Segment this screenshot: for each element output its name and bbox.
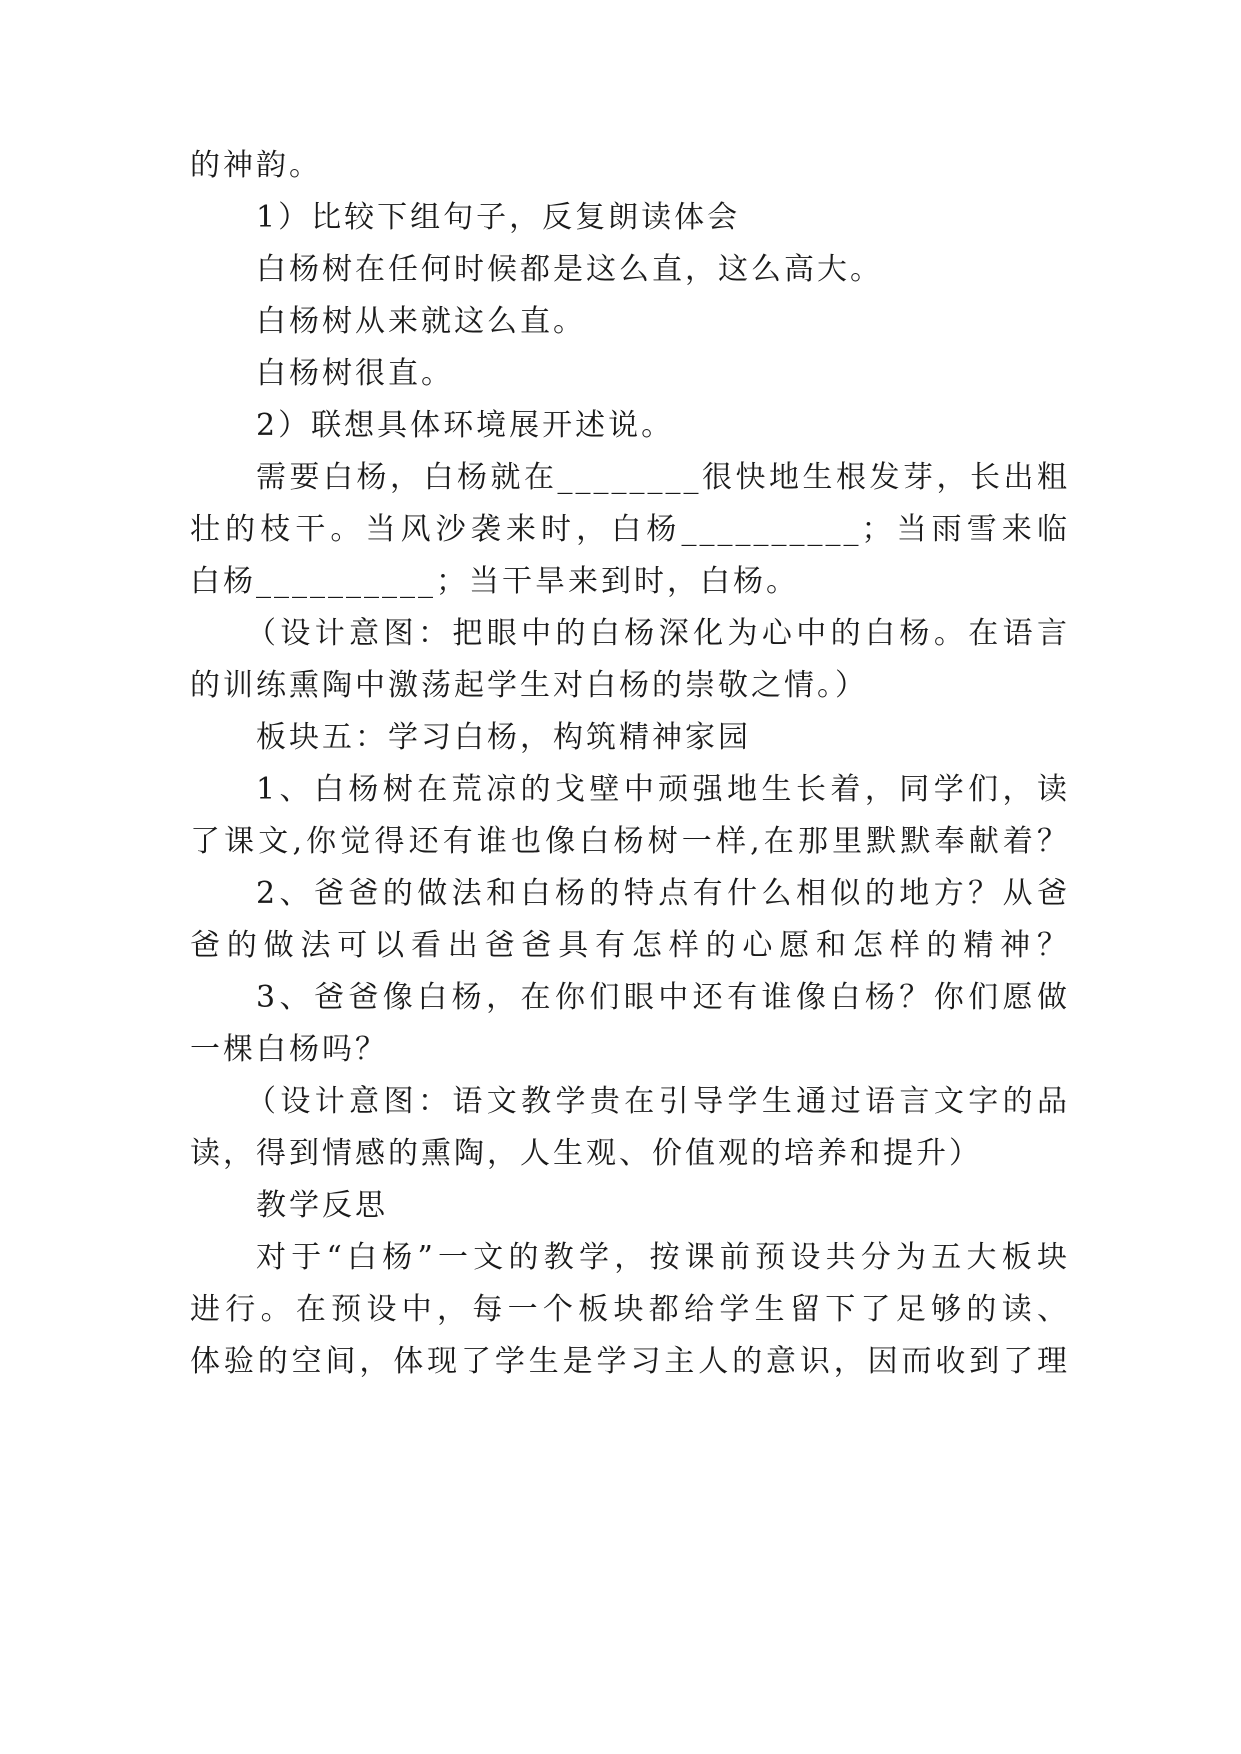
text-line: 3、爸爸像白杨，在你们眼中还有谁像白杨？你们愿做 bbox=[256, 980, 1070, 1015]
text-line: 对于“白杨”一文的教学，按课前预设共分为五大板块 bbox=[256, 1240, 1070, 1275]
text-line: （设计意图：语文教学贵在引导学生通过语言文字的品 bbox=[246, 1084, 1070, 1119]
text-line: 读，得到情感的熏陶，人生观、价值观的培养和提升） bbox=[190, 1136, 982, 1171]
text-line: 需要白杨，白杨就在________很快地生根发芽，长出粗 bbox=[256, 460, 1070, 495]
text-line: 一棵白杨吗？ bbox=[190, 1032, 388, 1067]
text-line: 了课文,你觉得还有谁也像白杨树一样,在那里默默奉献着？ bbox=[190, 824, 1070, 859]
text-line: 壮的枝干。当风沙袭来时，白杨__________；当雨雪来临 bbox=[190, 512, 1070, 547]
text-line: 体验的空间，体现了学生是学习主人的意识，因而收到了理 bbox=[190, 1344, 1070, 1379]
text-line: 白杨__________；当干旱来到时，白杨。 bbox=[190, 564, 799, 599]
text-line: 白杨树从来就这么直。 bbox=[256, 304, 586, 339]
text-line: 1、白杨树在荒凉的戈壁中顽强地生长着，同学们，读 bbox=[256, 772, 1070, 807]
section-heading: 板块五：学习白杨，构筑精神家园 bbox=[256, 720, 751, 755]
text-line: 的神韵。 bbox=[190, 148, 322, 183]
text-line: 白杨树在任何时候都是这么直，这么高大。 bbox=[256, 252, 883, 287]
section-heading: 教学反思 bbox=[256, 1188, 388, 1223]
text-line: 的训练熏陶中激荡起学生对白杨的崇敬之情。） bbox=[190, 668, 868, 703]
text-line: 白杨树很直。 bbox=[256, 356, 454, 391]
text-line: 爸的做法可以看出爸爸具有怎样的心愿和怎样的精神？ bbox=[190, 928, 1070, 963]
text-line: 1）比较下组句子，反复朗读体会 bbox=[256, 200, 741, 235]
text-line: 进行。在预设中，每一个板块都给学生留下了足够的读、 bbox=[190, 1292, 1070, 1327]
text-line: （设计意图：把眼中的白杨深化为心中的白杨。在语言 bbox=[246, 616, 1070, 651]
text-line: 2、爸爸的做法和白杨的特点有什么相似的地方？从爸 bbox=[256, 876, 1070, 911]
text-line: 2）联想具体环境展开述说。 bbox=[256, 408, 675, 443]
